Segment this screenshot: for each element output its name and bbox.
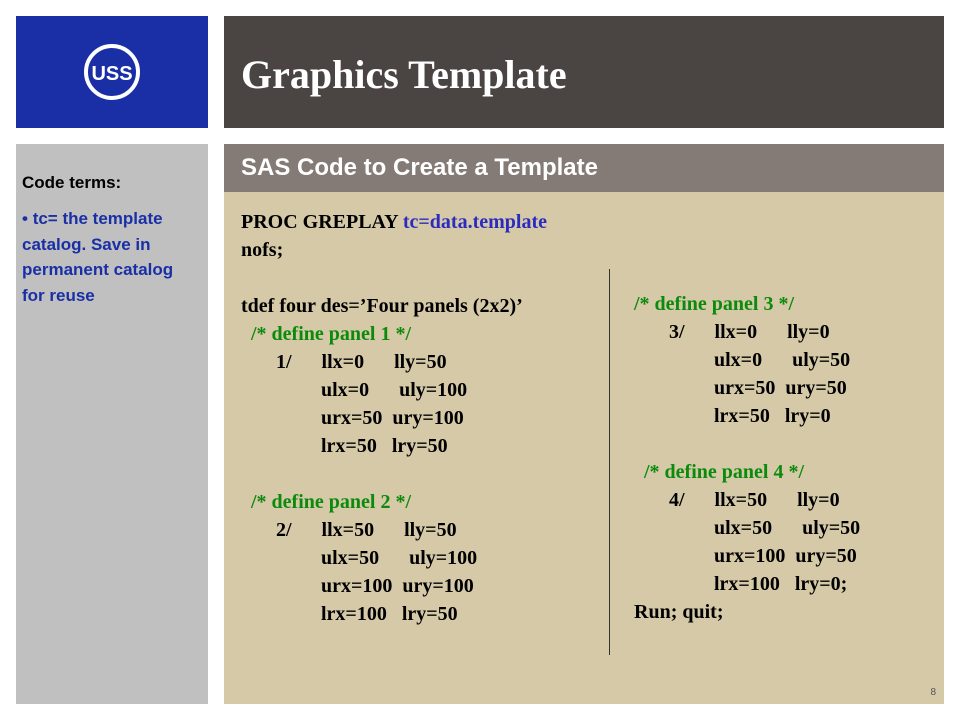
- code-line: lrx=100 lry=50: [276, 603, 458, 625]
- code-line-blank: [241, 460, 547, 488]
- sidebar-heading: Code terms:: [22, 173, 122, 192]
- code-right-column: [634, 290, 860, 626]
- code-line-run: Run; quit;: [634, 601, 724, 623]
- code-comment-panel-2: /* define panel 2 */: [251, 491, 412, 513]
- code-comment-panel-4: /* define panel 4 */: [644, 461, 805, 483]
- sidebar-bullet: [22, 206, 194, 308]
- code-line-proc: [241, 208, 547, 236]
- code-line-blank: [241, 264, 547, 292]
- page-number: 8: [930, 687, 936, 698]
- code-comment-panel-3: /* define panel 3 */: [634, 293, 795, 315]
- bullet-marker: •: [22, 209, 28, 228]
- subtitle-bar: [224, 144, 944, 192]
- code-line: ulx=0 uly=100: [276, 379, 468, 401]
- tc-option: tc=data.template: [402, 211, 548, 233]
- proc-statement: PROC GREPLAY: [241, 211, 403, 233]
- code-line: 3/ llx=0 lly=0: [669, 321, 830, 343]
- code-line: urx=50 ury=100: [276, 407, 464, 429]
- code-line: urx=100 ury=50: [669, 545, 857, 567]
- code-line: lrx=50 lry=50: [276, 435, 448, 457]
- code-line: 1/ llx=0 lly=50: [276, 351, 447, 373]
- column-divider: [609, 269, 610, 655]
- sidebar: [16, 144, 208, 704]
- code-comment-panel-1: /* define panel 1 */: [251, 323, 412, 345]
- logo-text: USS: [91, 63, 133, 85]
- code-line: ulx=50 uly=100: [276, 547, 478, 569]
- code-line-blank: [634, 430, 860, 458]
- code-line: 4/ llx=50 lly=0: [669, 489, 840, 511]
- slide-title: Graphics Template: [241, 52, 567, 97]
- code-line-tdef: tdef four des=’Four panels (2x2)’: [241, 295, 523, 317]
- code-line: ulx=50 uly=50: [669, 517, 861, 539]
- code-line: lrx=50 lry=0: [669, 405, 831, 427]
- code-line-nofs: nofs;: [241, 239, 284, 261]
- code-line: urx=50 ury=50: [669, 377, 847, 399]
- slide-subtitle: SAS Code to Create a Template: [241, 154, 598, 181]
- code-line: lrx=100 lry=0;: [669, 573, 848, 595]
- logo-panel: [16, 16, 208, 128]
- uss-logo-icon: [83, 43, 141, 101]
- code-panel: [224, 192, 944, 704]
- code-line: ulx=0 uly=50: [669, 349, 851, 371]
- code-line: 2/ llx=50 lly=50: [276, 519, 457, 541]
- title-bar: [224, 16, 944, 128]
- code-left-column: [241, 208, 547, 628]
- code-line: urx=100 ury=100: [276, 575, 474, 597]
- sidebar-bullet-text: tc= the template catalog. Save in permanent catalog for reuse: [22, 209, 174, 305]
